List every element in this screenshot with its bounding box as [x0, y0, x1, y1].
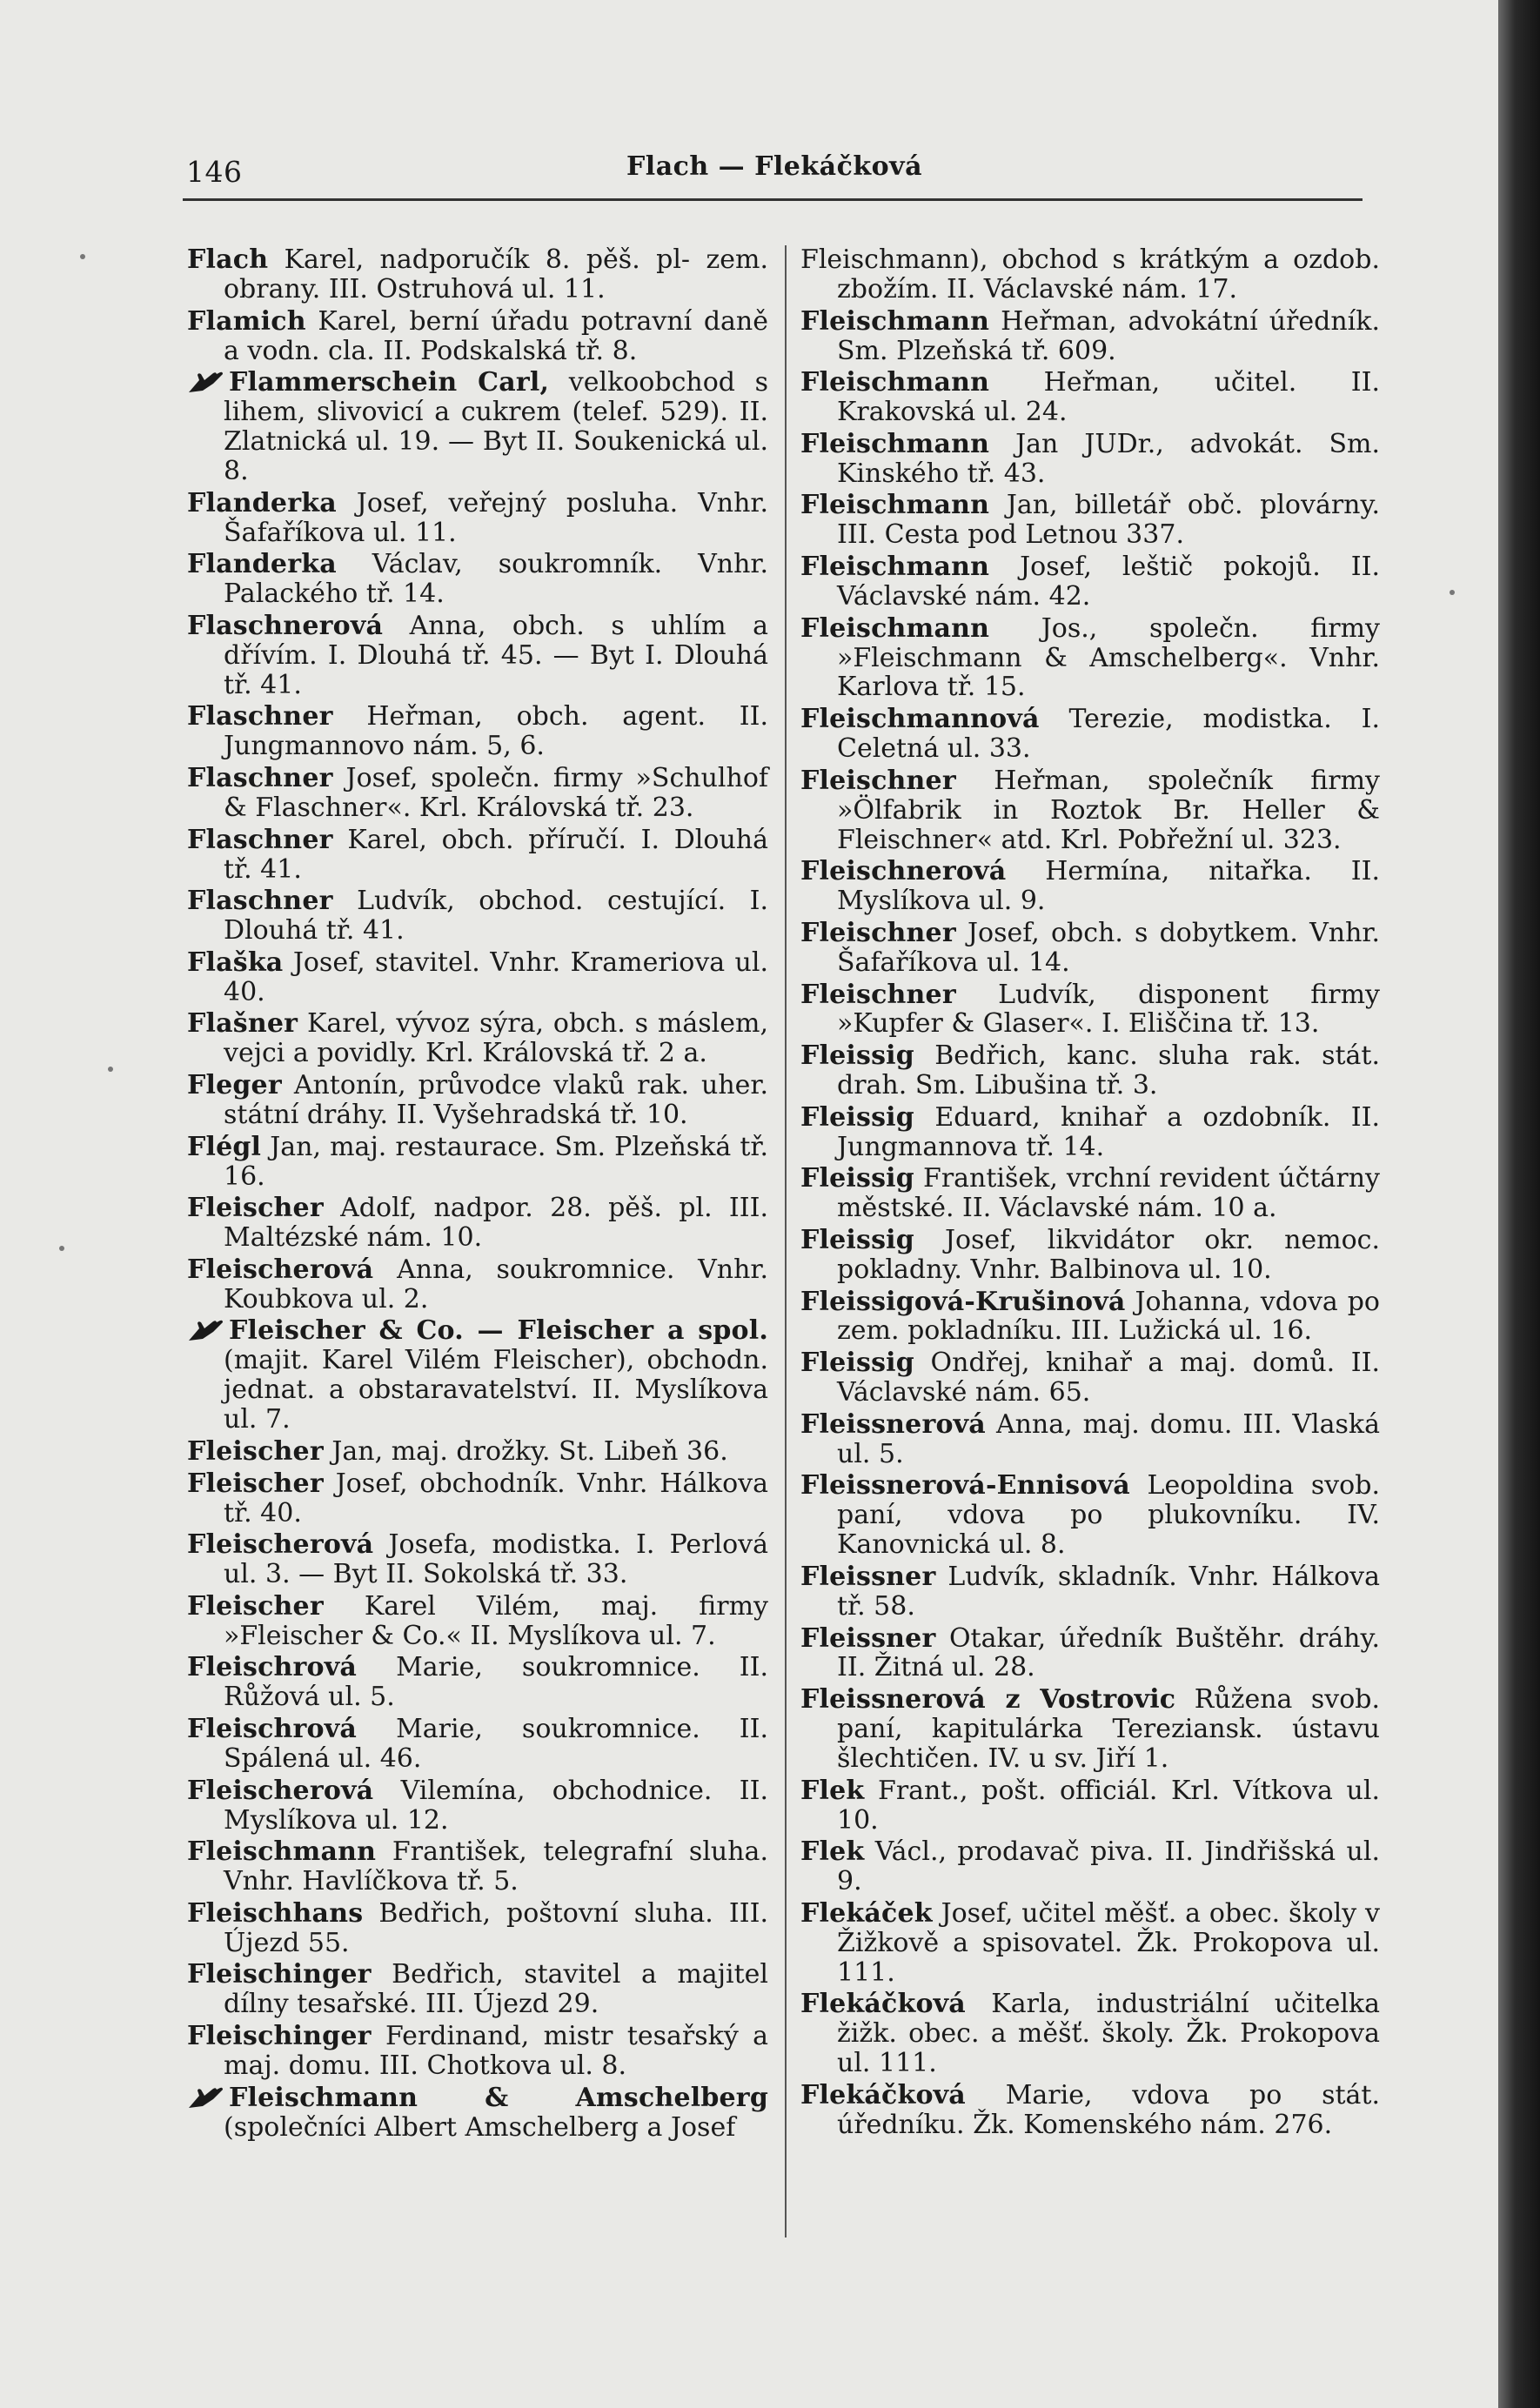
directory-entry: [800, 368, 1380, 427]
entry-surname: Fleissig: [800, 1040, 914, 1072]
entry-details: Josef, stavitel. Vnhr. Krameriova ul. 40.: [224, 946, 768, 1007]
entry-surname: Flaschner: [187, 762, 333, 793]
directory-entry: [800, 1103, 1380, 1162]
entry-details: Bedřich, kanc. sluha rak. stát. drah. Sm. Libušina tř. 3.: [837, 1040, 1380, 1101]
entry-surname: Flanderka: [187, 549, 337, 580]
entry-surname: Fleischer: [187, 1468, 324, 1499]
entry-surname: Fleischmann: [800, 367, 990, 398]
entry-surname: Fleischner: [800, 917, 956, 948]
directory-entry: [187, 1715, 768, 1774]
entry-surname: Flek: [800, 1836, 865, 1868]
directory-entry: [800, 614, 1380, 703]
entry-details: Vilemína, obchodnice. II. Myslíkova ul. 12.: [224, 1775, 768, 1836]
entry-details: Karel, nadporučík 8. pěš. pl- zem. obrany. III. Ostruhová ul. 11.: [224, 244, 768, 304]
directory-entry: [800, 919, 1380, 978]
column-divider: [785, 245, 787, 2237]
directory-entry: [187, 1133, 768, 1192]
pointing-hand-icon: [187, 2085, 225, 2110]
entry-details: Adolf, nadpor. 28. pěš. pl. III. Maltézské nám. 10.: [224, 1193, 768, 1254]
entry-surname: Flašner: [187, 1008, 298, 1040]
entry-details: Marie, soukromnice. II. Růžová ul. 5.: [224, 1652, 768, 1713]
directory-entry: [800, 1288, 1380, 1347]
entry-details: Josef, obchodník. Vnhr. Hálkova tř. 40.: [224, 1468, 768, 1528]
entry-details: Karel, vývoz sýra, obch. s máslem, vejci a povidly. Krl. Královská tř. 2 a.: [224, 1008, 768, 1069]
directory-entry: [187, 612, 768, 700]
entry-details: Jan, maj. drožky. St. Libeň 36.: [331, 1435, 728, 1467]
entry-details: Josef, likvidátor okr. nemoc. pokladny. Vnhr. Balbinova ul. 10.: [837, 1224, 1380, 1285]
directory-entry: [187, 489, 768, 548]
directory-entry: [800, 705, 1380, 764]
entry-surname: Flaška: [187, 946, 284, 978]
entry-details: Karla, industriální učitelka žižk. obec. a měšť. školy. Žk. Prokopova ul. 111.: [837, 1989, 1380, 2079]
entry-surname: Fleischinger: [187, 1959, 372, 1990]
entry-surname: Flekáčková: [800, 1989, 966, 2020]
entry-surname: Fleger: [187, 1070, 282, 1101]
entry-surname: Flanderka: [187, 487, 337, 518]
pointing-hand-icon: [187, 1318, 225, 1342]
pointing-hand-icon: [187, 370, 225, 394]
right-column: [800, 245, 1380, 2143]
entry-details: Heřman, společník firmy »Ölfabrik in Roztok Br. Heller & Fleischner« atd. Krl. Pobřežní ul. 323.: [837, 765, 1380, 855]
directory-entry: [187, 1899, 768, 1958]
directory-entry: [187, 550, 768, 609]
directory-entry: [800, 307, 1380, 366]
entry-surname: Flaschner: [187, 701, 333, 732]
entry-details: Anna, obch. s uhlím a dřívím. I. Dlouhá tř. 45. — Byt I. Dlouhá tř. 41.: [224, 610, 768, 700]
entry-details: Frant., pošt. officiál. Krl. Vítkova ul. 10.: [837, 1775, 1380, 1836]
entry-details: Josef, leštič pokojů. II. Václavské nám. 42.: [837, 552, 1380, 612]
entry-details: Josef, obch. s dobytkem. Vnhr. Šafaříkova ul. 14.: [837, 917, 1380, 978]
entry-surname: Flach: [187, 244, 269, 275]
directory-entry: [800, 1899, 1380, 1988]
entry-details: Václav, soukromník. Vnhr. Palackého tř. 14.: [224, 549, 768, 610]
directory-entry: [187, 1653, 768, 1712]
entry-details: Heřman, učitel. II. Krakovská ul. 24.: [837, 367, 1380, 428]
entry-surname: Fleischmann: [800, 552, 990, 583]
entry-surname: Fleischnerová: [800, 856, 1007, 887]
paper-speck: [59, 1246, 64, 1251]
entry-details: Ludvík, skladník. Vnhr. Hálkova tř. 58.: [837, 1561, 1380, 1622]
entry-details: Heřman, advokátní úředník. Sm. Plzeňská tř. 609.: [837, 305, 1380, 366]
entry-surname: Fleischmannová: [800, 704, 1040, 735]
entry-details: Terezie, modistka. I. Celetná ul. 33.: [837, 704, 1380, 765]
directory-entry: [187, 1592, 768, 1651]
entry-details: Otakar, úředník Buštěhr. dráhy. II. Žitná ul. 28.: [837, 1622, 1380, 1683]
entry-surname: Fleischner: [800, 979, 956, 1010]
entry-surname: Flaschner: [187, 824, 333, 855]
directory-entry: [800, 1471, 1380, 1560]
entry-surname: Fleissner: [800, 1622, 936, 1654]
entry-surname: Fleissigová-Krušinová: [800, 1286, 1126, 1317]
entry-surname: Fleischmann: [800, 428, 990, 459]
entry-surname: Fleischmann: [800, 305, 990, 337]
entry-details: František, telegrafní sluha. Vnhr. Havlíčkova tř. 5.: [224, 1836, 768, 1897]
entry-surname: Fleischer: [187, 1193, 324, 1224]
entry-details: Jan, billetář obč. plovárny. III. Cesta pod Letnou 337.: [837, 490, 1380, 551]
entry-surname: Fleischrová: [187, 1714, 358, 1745]
directory-entry: [187, 764, 768, 823]
entry-surname: Flekáček: [800, 1897, 933, 1929]
directory-entry: [800, 430, 1380, 489]
entry-details: (společníci Albert Amschelberg a Josef: [224, 2111, 736, 2143]
entry-surname: Fleischerová: [187, 1529, 374, 1561]
scan-shadow-edge: [1498, 0, 1540, 2408]
entry-details: Leopoldina svob. paní, vdova po plukovníku. IV. Kanovnická ul. 8.: [837, 1470, 1380, 1561]
entry-details: Jan JUDr., advokát. Sm. Kinského tř. 43.: [837, 428, 1380, 489]
entry-details: Ludvík, disponent firmy »Kupfer & Glaser«. I. Eliščina tř. 13.: [837, 979, 1380, 1040]
directory-entry: [187, 1255, 768, 1314]
entry-details: Johanna, vdova po zem. pokladníku. III. Lužická ul. 16.: [837, 1286, 1380, 1347]
directory-entry: [187, 1776, 768, 1836]
directory-entry: [187, 1194, 768, 1253]
paper-speck: [108, 1067, 113, 1072]
directory-entry: [800, 1226, 1380, 1285]
entry-surname: Fleischmann: [800, 490, 990, 521]
entry-details: Jos., společn. firmy »Fleischmann & Amschelberg«. Vnhr. Karlova tř. 15.: [837, 612, 1380, 703]
directory-entry: [187, 1009, 768, 1068]
directory-entry: [187, 1437, 768, 1467]
entry-surname: Fleischer: [187, 1435, 324, 1467]
entry-details: Karel, berní úřadu potravní daně a vodn. cla. II. Podskalská tř. 8.: [224, 305, 768, 366]
directory-entry: [800, 1776, 1380, 1836]
entry-surname: Fleissig: [800, 1101, 914, 1133]
directory-entry: [187, 826, 768, 885]
entry-details: Karel Vilém, maj. firmy »Fleischer & Co.« II. Myslíkova ul. 7.: [224, 1590, 768, 1651]
directory-entry: [187, 2022, 768, 2081]
directory-entry: [800, 491, 1380, 550]
entry-details: Anna, maj. domu. III. Vlaská ul. 5.: [837, 1408, 1380, 1469]
directory-entry: [800, 245, 1380, 304]
entry-surname: Fleischmann: [800, 612, 990, 644]
entry-details: Ferdinand, mistr tesařský a maj. domu. III. Chotkova ul. 8.: [224, 2021, 768, 2081]
directory-entry: [800, 857, 1380, 916]
directory-entry: [187, 1837, 768, 1896]
directory-entry: [800, 1624, 1380, 1683]
directory-entry: [187, 1316, 768, 1435]
directory-entry: [187, 886, 768, 946]
directory-entry: [800, 1837, 1380, 1896]
entry-surname: Fleissig: [800, 1224, 914, 1255]
entry-details: Heřman, obch. agent. II. Jungmannovo nám. 5, 6.: [224, 701, 768, 762]
directory-entry: [800, 1041, 1380, 1100]
entry-surname: Fleischmann: [187, 1836, 377, 1868]
entry-surname: Flammerschein Carl,: [229, 367, 550, 398]
directory-entry: [800, 1562, 1380, 1622]
entry-details: (majit. Karel Vilém Fleischer), obchodn. jednat. a obstaravatelství. II. Myslíkova ul. 7.: [224, 1345, 768, 1435]
entry-details: velkoobchod s lihem, slivovicí a cukrem (telef. 529). II. Zlatnická ul. 19. — Byt II. Soukenická ul. 8.: [224, 367, 769, 486]
entry-surname: Fleissnerová: [800, 1408, 986, 1440]
entry-details: Růžena svob. paní, kapitulárka Tereziansk. ústavu šlechtičen. IV. u sv. Jiří 1.: [837, 1684, 1380, 1774]
entry-details: Josef, učitel měšť. a obec. školy v Žižkově a spisovatel. Žk. Prokopova ul. 111.: [837, 1897, 1380, 1988]
directory-entry: [800, 1164, 1380, 1223]
directory-entry: [187, 1960, 768, 2019]
page-number: 146: [186, 155, 243, 189]
entry-surname: Flaschner: [187, 886, 333, 917]
entry-details: Josef, společn. firmy »Schulhof & Flaschner«. Krl. Královská tř. 23.: [224, 762, 768, 823]
entry-details: Bedřich, poštovní sluha. III. Újezd 55.: [224, 1897, 768, 1958]
entry-details: Marie, vdova po stát. úředníku. Žk. Komenského nám. 276.: [837, 2079, 1380, 2140]
entry-surname: Fleissnerová-Ennisová: [800, 1470, 1130, 1502]
directory-entry: [800, 1990, 1380, 2078]
entry-surname: Fleissig: [800, 1348, 914, 1379]
entry-details: Karel, obch. příručí. I. Dlouhá tř. 41.: [224, 824, 768, 885]
paper-speck: [1450, 590, 1455, 595]
entry-surname: Fleissner: [800, 1561, 936, 1592]
directory-entry: [800, 980, 1380, 1040]
directory-entry: [800, 552, 1380, 612]
directory-entry: [187, 1071, 768, 1130]
entry-surname: Fleischer: [187, 1590, 324, 1622]
directory-entry: [187, 245, 768, 304]
header-rule: [183, 198, 1363, 201]
entry-details: František, vrchní revident účtárny městské. II. Václavské nám. 10 a.: [837, 1163, 1380, 1224]
directory-entry: [187, 2084, 768, 2143]
entry-details: Fleischmann), obchod s krátkým a ozdob. zbožím. II. Václavské nám. 17.: [800, 244, 1380, 304]
entry-details: Ondřej, knihař a maj. domů. II. Václavské nám. 65.: [837, 1348, 1380, 1408]
entry-surname: Flaschnerová: [187, 610, 384, 641]
entry-surname: Flekáčková: [800, 2079, 966, 2110]
entry-surname: Flek: [800, 1775, 865, 1806]
directory-entry: [800, 1410, 1380, 1469]
entry-surname: Fleischerová: [187, 1254, 374, 1285]
entry-surname: Flégl: [187, 1131, 262, 1162]
directory-entry: [187, 948, 768, 1007]
entry-surname: Flamich: [187, 305, 306, 337]
entry-surname: Fleischhans: [187, 1897, 364, 1929]
directory-entry: [187, 1530, 768, 1589]
entry-surname: Fleischner: [800, 765, 956, 796]
directory-entry: [800, 1348, 1380, 1408]
entry-details: Antonín, průvodce vlaků rak. uher. státní dráhy. II. Vyšehradská tř. 10.: [224, 1070, 768, 1130]
entry-surname: Fleischmann & Amschelberg: [229, 2082, 768, 2113]
entry-details: Josef, veřejný posluha. Vnhr. Šafaříkova ul. 11.: [224, 487, 768, 548]
entry-details: Bedřich, stavitel a majitel dílny tesařské. III. Újezd 29.: [224, 1959, 768, 2020]
entry-details: Jan, maj. restaurace. Sm. Plzeňská tř. 16.: [224, 1131, 768, 1192]
entry-details: Marie, soukromnice. II. Spálená ul. 46.: [224, 1714, 768, 1774]
entry-details: Václ., prodavač piva. II. Jindřišská ul. 9.: [837, 1836, 1380, 1897]
entry-details: Hermína, nitařka. II. Myslíkova ul. 9.: [837, 856, 1380, 917]
directory-entry: [800, 766, 1380, 855]
entry-details: Anna, soukromnice. Vnhr. Koubkova ul. 2.: [224, 1254, 768, 1314]
entry-surname: Fleischer & Co. — Fleischer a spol.: [229, 1315, 768, 1347]
paper-speck: [80, 254, 85, 259]
directory-entry: [187, 1469, 768, 1528]
entry-surname: Fleissig: [800, 1163, 914, 1194]
directory-entry: [187, 307, 768, 366]
directory-entry: [187, 368, 768, 486]
entry-surname: Fleischrová: [187, 1652, 358, 1683]
entry-details: Eduard, knihař a ozdobník. II. Jungmannova tř. 14.: [837, 1101, 1380, 1162]
entry-surname: Fleischerová: [187, 1775, 374, 1806]
entry-surname: Fleischinger: [187, 2021, 372, 2052]
running-head: Flach — Flekáčková: [626, 151, 923, 182]
directory-entry: [187, 702, 768, 761]
directory-entry: [800, 2081, 1380, 2140]
entry-surname: Fleissnerová z Vostrovic: [800, 1684, 1176, 1716]
entry-details: Josefa, modistka. I. Perlová ul. 3. — Byt II. Sokolská tř. 33.: [224, 1529, 768, 1590]
left-column: [187, 245, 768, 2144]
directory-entry: [800, 1685, 1380, 1774]
entry-details: Ludvík, obchod. cestující. I. Dlouhá tř. 41.: [224, 886, 768, 946]
